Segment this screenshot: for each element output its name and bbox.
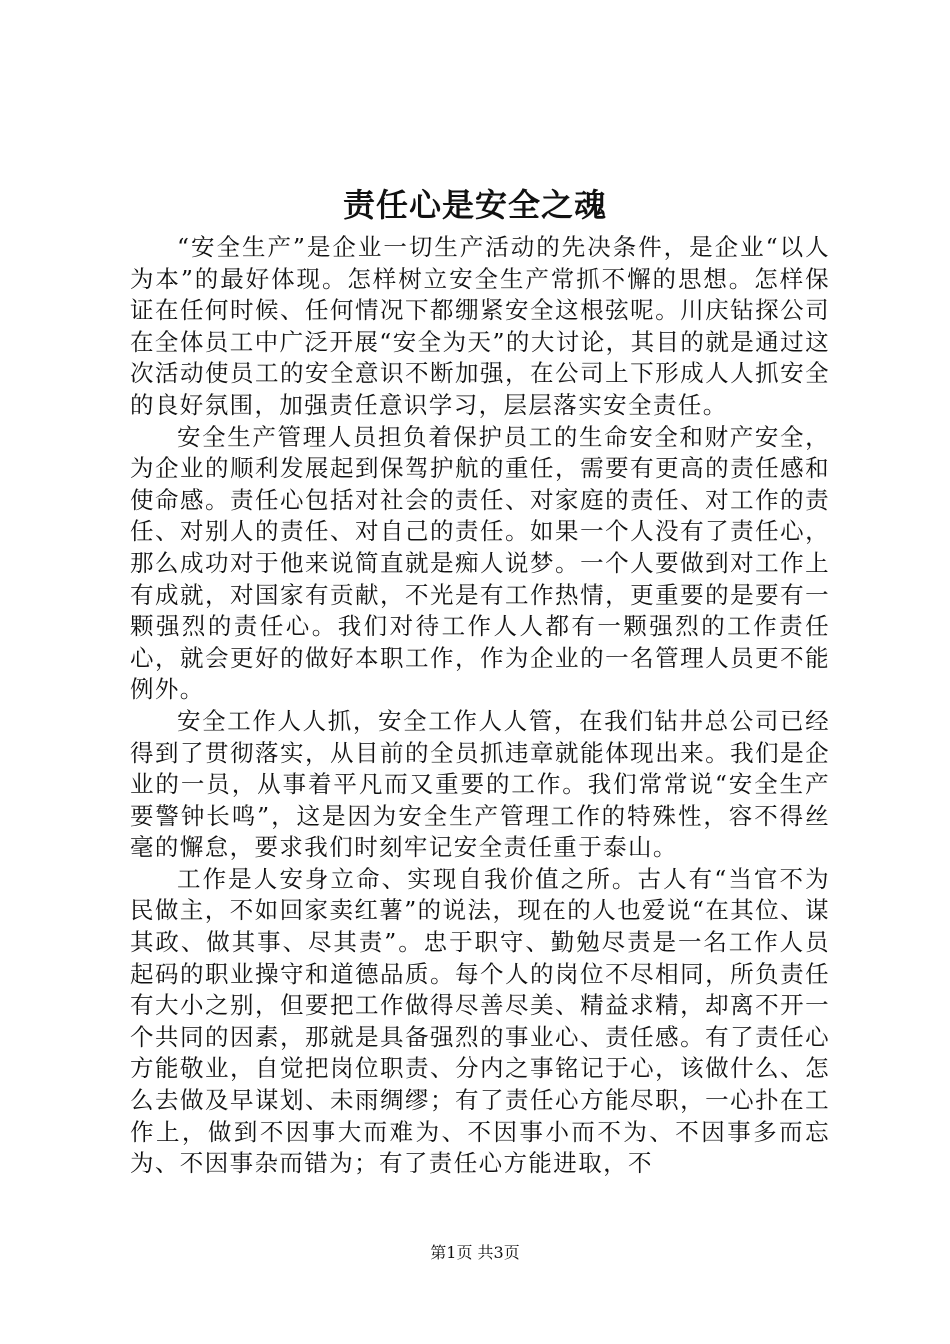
document-title: 责任心是安全之魂 [342,186,607,224]
paragraph: 工作是人安身立命、实现自我价值之所。古人有“当官不为民做主，不如回家卖红薯”的说法，现在的人也爱说“在其位、谋其政、做其事、尽其责”。忠于职守、勤勉尽责是一名工作人员起码的职业操守和道德品质。每个人的岗位不尽相同，所负责任有大小之别，但要把工作做得尽善尽美、精益求精，却离不开一个共同的因素，那就是具备强烈的事业心、责任感。有了责任心方能敬业，自觉把岗位职责、分内之事铭记于心，该做什么、怎么去做及早谋划、未雨绸缪；有了责任心方能尽职，一心扑在工作上，做到不因事大而难为、不因事小而不为、不因事多而忘为、不因事杂而错为；有了责任心方能进取，不 [130,864,830,1178]
paragraph: 安全工作人人抓，安全工作人人管，在我们钻井总公司已经得到了贯彻落实，从目前的全员抓违章就能体现出来。我们是企业的一员，从事着平凡而又重要的工作。我们常常说“安全生产要警钟长鸣”，这是因为安全生产管理工作的特殊性，容不得丝毫的懈怠，要求我们时刻牢记安全责任重于泰山。 [130,706,830,862]
document-body [130,232,830,1180]
paragraph: “安全生产”是企业一切生产活动的先决条件，是企业“以人为本”的最好体现。怎样树立安全生产常抓不懈的思想。怎样保证在任何时候、任何情况下都绷紧安全这根弦呢。川庆钻探公司在全体员工中广泛开展“安全为天”的大讨论，其目的就是通过这次活动使员工的安全意识不断加强，在公司上下形成人人抓安全的良好氛围，加强责任意识学习，层层落实安全责任。 [130,233,830,419]
page-number-footer: 第1页 共3页 [430,1243,520,1262]
paragraph: 安全生产管理人员担负着保护员工的生命安全和财产安全，为企业的顺利发展起到保驾护航的重任，需要有更高的责任感和使命感。责任心包括对社会的责任、对家庭的责任、对工作的责任、对别人的责任、对自己的责任。如果一个人没有了责任心，那么成功对于他来说简直就是痴人说梦。一个人要做到对工作上有成就，对国家有贡献，不光是有工作热情，更重要的是要有一颗强烈的责任心。我们对待工作人人都有一颗强烈的工作责任心，就会更好的做好本职工作，作为企业的一名管理人员更不能例外。 [130,422,830,704]
